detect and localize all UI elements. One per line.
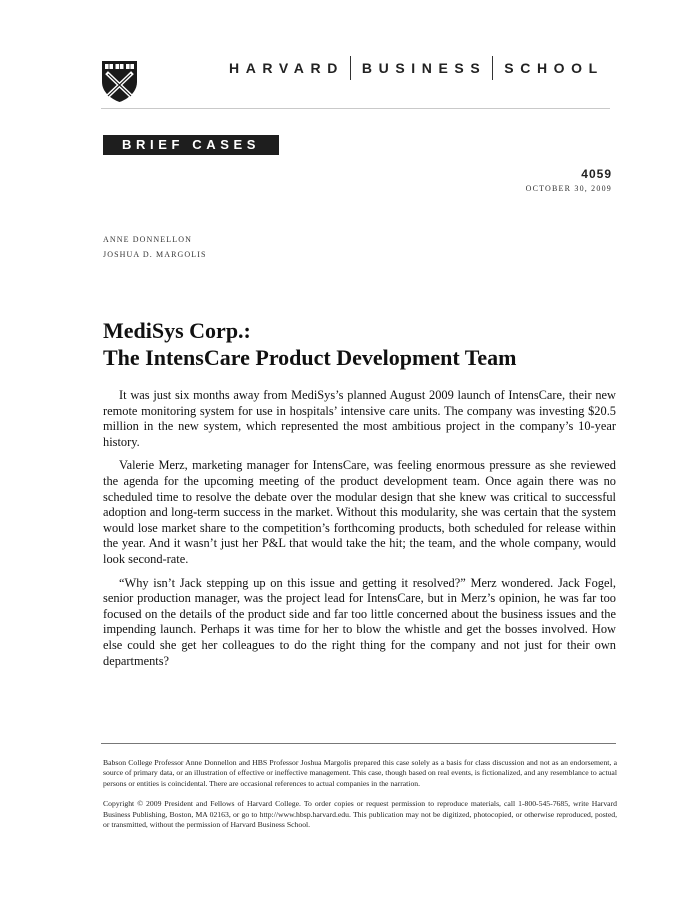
wordmark-divider [492, 56, 493, 80]
author-name: JOSHUA D. MARGOLIS [103, 250, 207, 259]
wordmark-harvard: HARVARD [229, 60, 344, 76]
case-title [103, 317, 613, 371]
wordmark-divider [350, 56, 351, 80]
wordmark-school: SCHOOL [504, 60, 604, 76]
series-label: BRIEF CASES [103, 135, 279, 155]
body-paragraph: Valerie Merz, marketing manager for IntensCare, was feeling enormous pressure as she reviewed the agenda for the upcoming meeting of the product development team. Once again there was no scheduled time to resolve the debate over the modular design that she knew was critical to successful adoption and long-term success in the market. Without this modularity, she was certain that the system would lose market share to the competition’s forthcoming products, both scheduled for release within the year. And it wasn’t just her P&L that would take the hit; the team, and the whole company, would look second-rate. [103, 458, 616, 566]
title-line-1: MediSys Corp.: [103, 318, 251, 343]
footer-copyright: Copyright © 2009 President and Fellows of Harvard College. To order copies or request permission to reproduce materials, call 1-800-545-7685, write Harvard Business Publishing, Boston, MA 02163, or go to http://www.hbsp.harvard.edu. This publication may not be digitized, photocopied, or otherwise reproduced, posted, or transmitted, without the permission of Harvard Business School. [103, 799, 617, 830]
author-list [103, 232, 207, 262]
hbs-shield-logo-icon [101, 60, 138, 103]
footer-rule [101, 743, 616, 744]
case-body [103, 388, 616, 677]
footer-disclaimer: Babson College Professor Anne Donnellon and HBS Professor Joshua Margolis prepared this case solely as a basis for class discussion and not as an endorsement, a source of primary data, or an illustration of effective or ineffective management. This case, though based on real events, is fictionalized, and any resemblance to actual persons or entities is coincidental. There are occasional references to actual companies in the narration. [103, 758, 617, 788]
header-rule [101, 108, 610, 109]
wordmark-business: BUSINESS [361, 60, 487, 76]
title-line-2: The IntensCare Product Development Team [103, 345, 517, 370]
footer-notes [103, 758, 617, 840]
school-wordmark [229, 56, 604, 80]
author-name: ANNE DONNELLON [103, 235, 192, 244]
case-date: OCTOBER 30, 2009 [525, 184, 612, 193]
body-paragraph: “Why isn’t Jack stepping up on this issue and getting it resolved?” Merz wondered. Jack Fogel, senior production manager, was the project lead for IntensCare, but in Merz’s opinion, he was far too focused on the details of the product side and far too little concerned about the business issues and the impending launch. Perhaps it was time for her to blow the whistle and get the bosses involved. How else could she get her colleagues to do the right thing for the company and not just for their own departments? [103, 575, 616, 668]
case-number: 4059 [581, 167, 612, 181]
body-paragraph: It was just six months away from MediSys’s planned August 2009 launch of IntensCare, their new remote monitoring system for use in hospitals’ intensive care units. The company was investing $20.5 million in the new system, which represented the most ambitious project in the company’s 10-year history. [103, 388, 616, 449]
